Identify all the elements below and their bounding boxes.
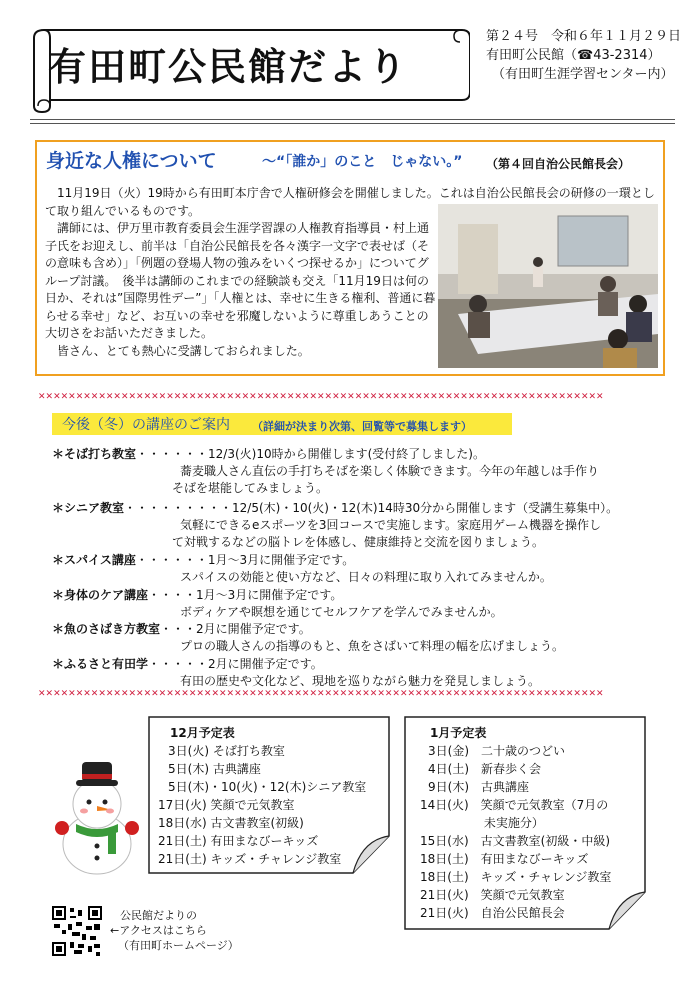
course-desc: そばを堪能してみましょう。 (172, 481, 329, 495)
schedule-row: 3日(金) 二十歳のつどい (428, 744, 565, 758)
course-desc: ボディケアや瞑想を通じてセルフケアを学んでみませんか。 (180, 605, 503, 619)
schedule-row: 18日(水) 古文書教室(初級) (158, 816, 304, 830)
schedule-row: 5日(木) 古典講座 (168, 762, 261, 776)
course-name: ＊身体のケア講座 (52, 588, 149, 602)
qr-caption (110, 908, 239, 953)
issue-number-date: 第２４号 令和６年１１月２９日 (486, 29, 682, 44)
course-item (52, 656, 323, 673)
course-desc: プロの職人さんの指導のもと、魚をさばいて料理の幅を広げましょう。 (180, 639, 565, 653)
snowman-illustration (52, 760, 142, 876)
cross-divider: ✕✕✕✕✕✕✕✕✕✕✕✕✕✕✕✕✕✕✕✕✕✕✕✕✕✕✕✕✕✕✕✕✕✕✕✕✕✕✕✕✕✕✕✕✕✕✕✕✕✕✕✕✕✕✕✕✕✕✕✕✕✕✕✕✕✕✕✕✕✕✕✕✕✕✕ (38, 689, 604, 699)
schedule-title: 12月予定表 (170, 726, 235, 740)
qr-caption-line: ←アクセスはこちら (110, 924, 207, 937)
schedule-row: 21日(火) 笑顔で元気教室 (420, 888, 565, 902)
schedule-row: 未実施分） (420, 816, 544, 830)
course-desc: 蕎麦職人さん直伝の手打ちそばを楽しく体験できます。今年の年越しは手作り (180, 464, 600, 478)
schedule-row: 21日(土) キッズ・チャレンジ教室 (158, 852, 342, 866)
seminar-photo (438, 204, 658, 368)
course-name: ＊そば打ち教室 (52, 447, 137, 461)
schedule-row: 15日(水) 古文書教室(初級・中級) (420, 834, 610, 848)
feature-paragraph: 11月19日（火）19時から有田町本庁舎で人権研修会を開催しました。これは自治公民館長会の研修の一環として取り組んでいるものです。 (45, 186, 655, 218)
schedule-title: 1月予定表 (430, 726, 487, 740)
divider-top-2 (30, 123, 675, 124)
feature-paragraph: 講師には、伊万里市教育委員会生涯学習課の人権教育指導員・村上通子氏をお迎えし、前半は「自治公民館長を各々漢字一文字で表せば（その意味も含め）」「例題の登場人物の強みをいくつ探せるか」についてグループ討議。 後半は講師のこれまでの経験談も交え「11月19日は何の日か、それは”国際男性デー”」「人権とは、幸せに生きる権利、普通に暮らせる幸せ」など、お互いの幸せを邪魔しないように尊重しあうことの大切さをお話いただきました。 (45, 221, 436, 340)
course-dots: ・・・・ (148, 588, 197, 602)
courses-heading: 今後（冬）の講座のご案内 (62, 417, 230, 433)
january-schedule (420, 724, 611, 922)
course-info: 1月～3月に開催予定です。 (196, 588, 343, 602)
courses-heading-note: （詳細が決まり次第、回覧等で募集します） (252, 420, 472, 433)
course-item (52, 500, 618, 517)
course-desc: て対戦するなどの脳トレを体感し、健康維持と交流を図りましょう。 (172, 535, 545, 549)
course-dots: ・・・・・・ (136, 447, 209, 461)
course-info: 12/5(木)・10(火)・12(木)14時30分から開催します（受講生募集中）。 (232, 501, 619, 515)
course-desc: スパイスの効能と使い方など、日々の料理に取り入れてみませんか。 (180, 570, 552, 584)
course-dots: ・・・ (160, 622, 197, 636)
course-name: ＊シニア教室 (52, 501, 125, 515)
schedule-row: 18日(土) キッズ・チャレンジ教室 (420, 870, 612, 884)
schedule-row: 17日(火) 笑顔で元気教室 (158, 798, 295, 812)
org-location: （有田町生涯学習センター内） (492, 67, 674, 82)
course-item (52, 587, 342, 604)
schedule-row: 9日(木) 古典講座 (428, 780, 529, 794)
cross-divider: ✕✕✕✕✕✕✕✕✕✕✕✕✕✕✕✕✕✕✕✕✕✕✕✕✕✕✕✕✕✕✕✕✕✕✕✕✕✕✕✕✕✕✕✕✕✕✕✕✕✕✕✕✕✕✕✕✕✕✕✕✕✕✕✕✕✕✕✕✕✕✕✕✕✕✕ (38, 392, 604, 402)
course-info: 2月に開催予定です。 (208, 657, 323, 671)
feature-title: 身近な人権について (46, 150, 217, 172)
course-dots: ・・・・・・ (135, 553, 208, 567)
schedule-row: 21日(火) 自治公民館長会 (420, 906, 565, 920)
qr-code[interactable] (52, 906, 102, 956)
course-name: ＊スパイス講座 (52, 553, 136, 567)
course-info: 2月に開催予定です。 (196, 622, 311, 636)
schedule-row: 3日(火) そば打ち教室 (168, 744, 285, 758)
course-desc: 有田の歴史や文化など、現地を巡りながら魅力を発見しましょう。 (180, 674, 541, 688)
org-name-phone: 有田町公民館（☎43-2314） (486, 48, 661, 63)
qr-caption-line: （有田町ホームページ） (118, 939, 239, 952)
course-name: ＊魚のさばき方教室 (52, 622, 161, 636)
course-item (52, 621, 311, 638)
december-schedule (158, 724, 366, 868)
qr-caption-line: 公民館だよりの (120, 909, 197, 922)
issue-info (486, 27, 681, 84)
course-dots: ・・・・・ (148, 657, 209, 671)
schedule-row: 18日(土) 有田まなびーキッズ (420, 852, 589, 866)
course-item (52, 446, 485, 463)
newsletter-title: 有田町公民館だより (48, 45, 409, 89)
schedule-row: 4日(土) 新春歩く会 (428, 762, 541, 776)
schedule-row: 5日(木)・10(火)・12(木)シニア教室 (168, 780, 367, 794)
feature-subtitle: ～“「誰か」のこと じゃない。” (262, 154, 463, 170)
divider-top (30, 119, 675, 120)
schedule-row: 14日(火) 笑顔で元気教室（7月の (420, 798, 609, 812)
course-item (52, 552, 354, 569)
feature-organizer: （第４回自治公民館長会） (486, 157, 631, 171)
course-info: 12/3(火)10時から開催します(受付終了しました)。 (208, 447, 485, 461)
schedule-row: 21日(土) 有田まなびーキッズ (158, 834, 319, 848)
course-dots: ・・・・・・・・・ (124, 501, 233, 515)
feature-body (45, 185, 655, 360)
course-desc: 気軽にできるeスポーツを3回コースで実施します。家庭用ゲーム機器を操作し (180, 518, 601, 532)
feature-paragraph: 皆さん、とても熱心に受講しておられました。 (57, 343, 310, 358)
course-name: ＊ふるさと有田学 (52, 657, 149, 671)
course-info: 1月～3月に開催予定です。 (207, 553, 355, 567)
